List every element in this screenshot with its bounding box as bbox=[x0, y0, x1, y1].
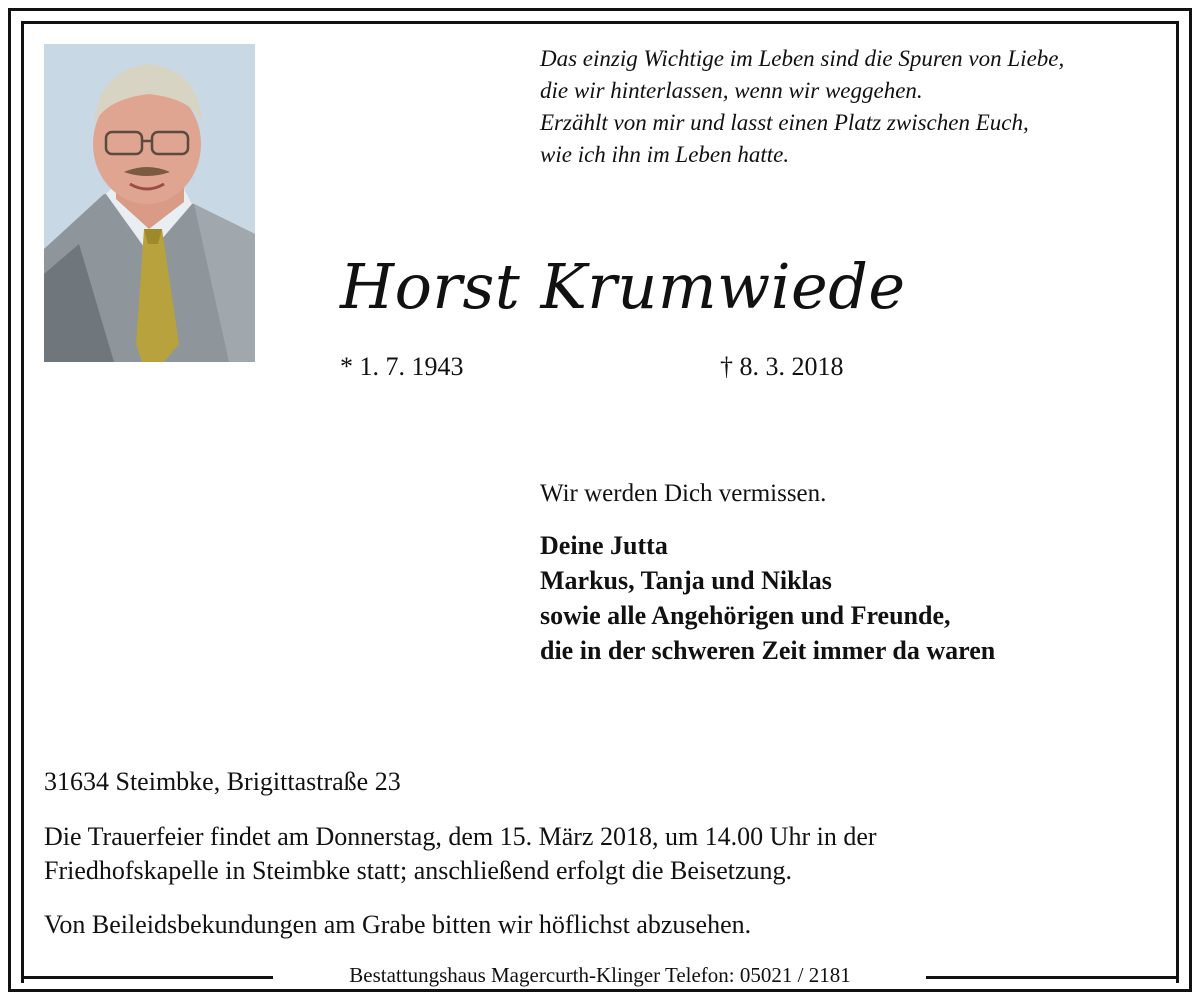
service-line: Friedhofskapelle in Steimbke statt; anschließend erfolgt die Beisetzung. bbox=[44, 856, 793, 885]
footer-rule-right bbox=[926, 976, 1179, 979]
footer-rule-left bbox=[21, 976, 273, 979]
portrait-illustration bbox=[44, 44, 255, 362]
poem-line: die wir hinterlassen, wenn wir weggehen. bbox=[540, 78, 923, 103]
funeral-home-footer: Bestattungshaus Magercurth-Klinger Telefon: 05021 / 2181 bbox=[349, 963, 851, 987]
mourner-line: Deine Jutta bbox=[540, 531, 668, 560]
death-date: † 8. 3. 2018 bbox=[720, 352, 844, 381]
poem-line: wie ich ihn im Leben hatte. bbox=[540, 142, 790, 167]
poem-line: Erzählt von mir und lasst einen Platz zwischen Euch, bbox=[540, 110, 1029, 135]
poem-line: Das einzig Wichtige im Leben sind die Spuren von Liebe, bbox=[540, 46, 1065, 71]
memorial-poem bbox=[540, 43, 1180, 171]
deceased-name: Horst Krumwiede bbox=[340, 250, 906, 323]
family-address: 31634 Steimbke, Brigittastraße 23 bbox=[44, 767, 401, 796]
farewell-message: Wir werden Dich vermissen. bbox=[540, 480, 827, 507]
mourner-line: sowie alle Angehörigen und Freunde, bbox=[540, 601, 951, 630]
mourner-line: Markus, Tanja und Niklas bbox=[540, 566, 832, 595]
service-line: Die Trauerfeier findet am Donnerstag, dem 15. März 2018, um 14.00 Uhr in der bbox=[44, 822, 877, 851]
portrait-photo bbox=[44, 44, 255, 362]
mourners-list bbox=[540, 528, 995, 668]
mourner-line: die in der schweren Zeit immer da waren bbox=[540, 636, 996, 665]
birth-date: * 1. 7. 1943 bbox=[340, 352, 464, 381]
condolence-request: Von Beileidsbekundungen am Grabe bitten wir höflichst abzusehen. bbox=[44, 910, 752, 939]
funeral-service-info bbox=[44, 820, 877, 888]
